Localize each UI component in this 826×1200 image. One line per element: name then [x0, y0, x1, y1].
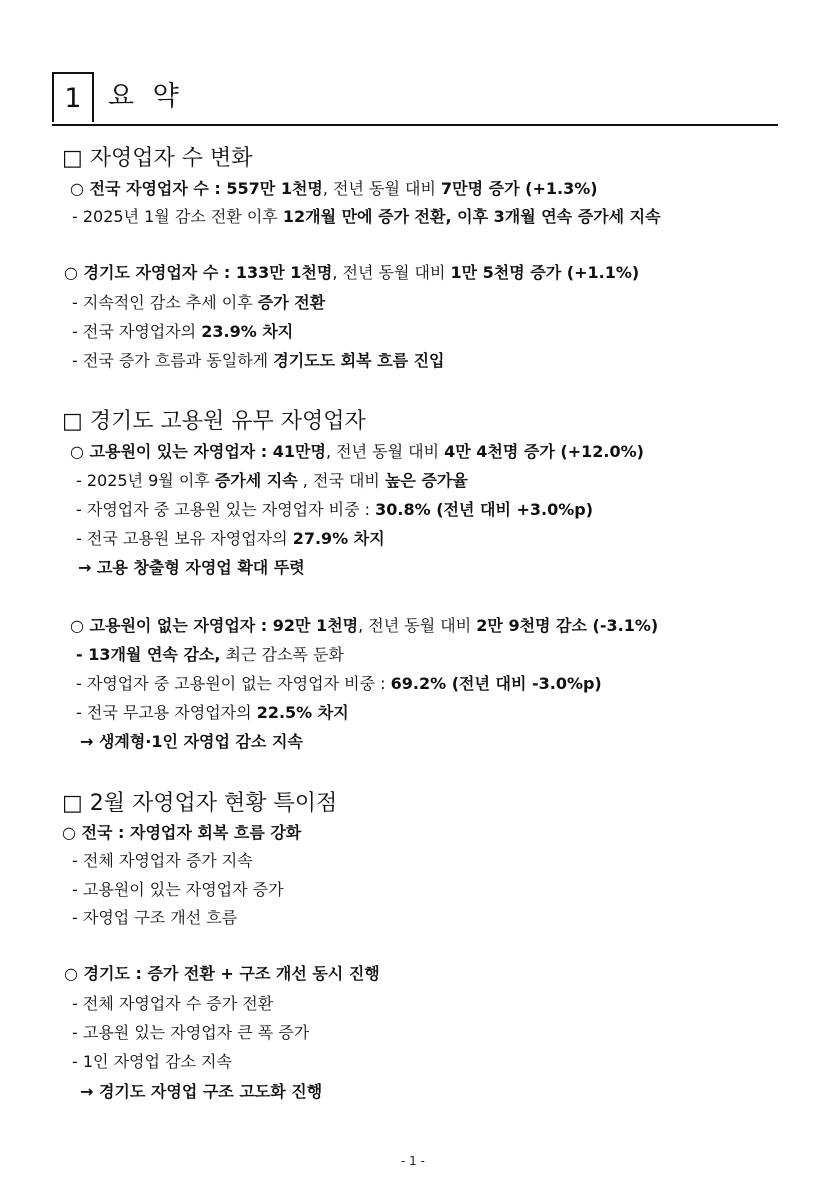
body-text: - 고용원 있는 자영업자 큰 폭 증가 — [72, 1023, 310, 1042]
body-text: - 자영업자 중 고용원 있는 자영업자 비중 : — [76, 500, 376, 519]
title-bar — [52, 72, 778, 126]
summary-line — [72, 349, 445, 373]
body-text: - 2025년 9월 이후 — [76, 471, 215, 490]
body-text: - 자영업자 중 고용원이 없는 자영업자 비중 : — [76, 674, 391, 693]
emphasis-text: → 고용 창출형 자영업 확대 뚜렷 — [78, 558, 305, 577]
summary-line — [80, 730, 303, 754]
summary-line — [64, 962, 380, 986]
summary-line — [72, 1050, 232, 1074]
emphasis-text: 증가세 지속 — [214, 471, 298, 490]
summary-line — [72, 320, 293, 344]
summary-line — [78, 556, 305, 580]
body-text: - 1인 자영업 감소 지속 — [72, 1052, 232, 1071]
body-text: - 전체 자영업자 수 증가 전환 — [72, 994, 274, 1013]
emphasis-text: 27.9% 차지 — [292, 529, 385, 548]
emphasis-text: 12개월 만에 증가 전환, 이후 3개월 연속 증가세 지속 — [282, 207, 661, 226]
summary-line — [72, 992, 273, 1016]
body-text: - 전체 자영업자 증가 지속 — [72, 851, 253, 870]
summary-line — [70, 440, 644, 464]
summary-line — [72, 849, 253, 873]
summary-line — [76, 469, 468, 493]
emphasis-text: 30.8% (전년 대비 +3.0%p) — [375, 500, 594, 519]
emphasis-text: 2만 9천명 감소 (-3.1%) — [476, 616, 659, 635]
summary-line — [72, 205, 661, 229]
emphasis-text: ○ 전국 : 자영업자 회복 흐름 강화 — [62, 823, 302, 842]
emphasis-text: 증가 전환 — [257, 293, 326, 312]
summary-line — [76, 643, 344, 667]
summary-line — [62, 821, 301, 845]
emphasis-text: - 13개월 연속 감소, — [76, 645, 221, 664]
emphasis-text: ○ 전국 자영업자 수 : 557만 1천명 — [70, 179, 323, 198]
summary-line — [72, 878, 284, 902]
section-number: 1 — [52, 72, 94, 122]
body-text: - 전국 고용원 보유 자영업자의 — [76, 529, 293, 548]
body-text: - 전국 증가 흐름과 동일하게 — [72, 351, 274, 370]
page-title: 요 약 — [108, 81, 184, 112]
summary-line — [72, 906, 237, 930]
body-text: 최근 감소폭 둔화 — [220, 645, 344, 664]
body-text: - 2025년 1월 감소 전환 이후 — [72, 207, 283, 226]
emphasis-text: ○ 경기도 : 증가 전환 + 구조 개선 동시 진행 — [64, 964, 380, 983]
body-text: , 전년 동월 대비 — [358, 616, 477, 635]
body-text: , 전년 동월 대비 — [332, 263, 451, 282]
emphasis-text: → 생계형·1인 자영업 감소 지속 — [80, 732, 303, 751]
section-heading: □ 경기도 고용원 유무 자영업자 — [62, 409, 366, 434]
summary-line — [76, 527, 385, 551]
body-text: - 지속적인 감소 추세 이후 — [72, 293, 258, 312]
emphasis-text: → 경기도 자영업 구조 고도화 진행 — [80, 1082, 323, 1101]
section-heading: □ 2월 자영업자 현황 특이점 — [62, 791, 338, 816]
body-text: , 전국 대비 — [297, 471, 385, 490]
body-text: - 전국 자영업자의 — [72, 322, 202, 341]
body-text: , 전년 동월 대비 — [322, 179, 442, 198]
emphasis-text: ○ 고용원이 없는 자영업자 : 92만 1천명 — [70, 616, 359, 635]
emphasis-text: 69.2% (전년 대비 -3.0%p) — [390, 674, 602, 693]
summary-line — [72, 1021, 309, 1045]
emphasis-text: 7만명 증가 (+1.3%) — [441, 179, 598, 198]
body-text: - 자영업 구조 개선 흐름 — [72, 908, 238, 927]
summary-line — [76, 498, 593, 522]
emphasis-text: 22.5% 차지 — [256, 703, 349, 722]
emphasis-text: 1만 5천명 증가 (+1.1%) — [450, 263, 640, 282]
summary-line — [76, 672, 602, 696]
emphasis-text: 경기도도 회복 흐름 진입 — [273, 351, 445, 370]
summary-line — [72, 291, 325, 315]
emphasis-text: ○ 고용원이 있는 자영업자 : 41만명 — [70, 442, 326, 461]
summary-line — [76, 701, 349, 725]
summary-line — [70, 177, 598, 201]
body-text: , 전년 동월 대비 — [325, 442, 445, 461]
summary-line — [64, 261, 639, 285]
emphasis-text: ○ 경기도 자영업자 수 : 133만 1천명 — [64, 263, 333, 282]
emphasis-text: 23.9% 차지 — [201, 322, 294, 341]
page-number: - 1 - — [401, 1154, 425, 1168]
body-text: - 전국 무고용 자영업자의 — [76, 703, 257, 722]
emphasis-text: 높은 증가율 — [384, 471, 468, 490]
body-text: - 고용원이 있는 자영업자 증가 — [72, 880, 284, 899]
summary-line — [70, 614, 658, 638]
summary-line — [80, 1080, 322, 1104]
emphasis-text: 4만 4천명 증가 (+12.0%) — [444, 442, 644, 461]
section-heading: □ 자영업자 수 변화 — [62, 146, 253, 171]
